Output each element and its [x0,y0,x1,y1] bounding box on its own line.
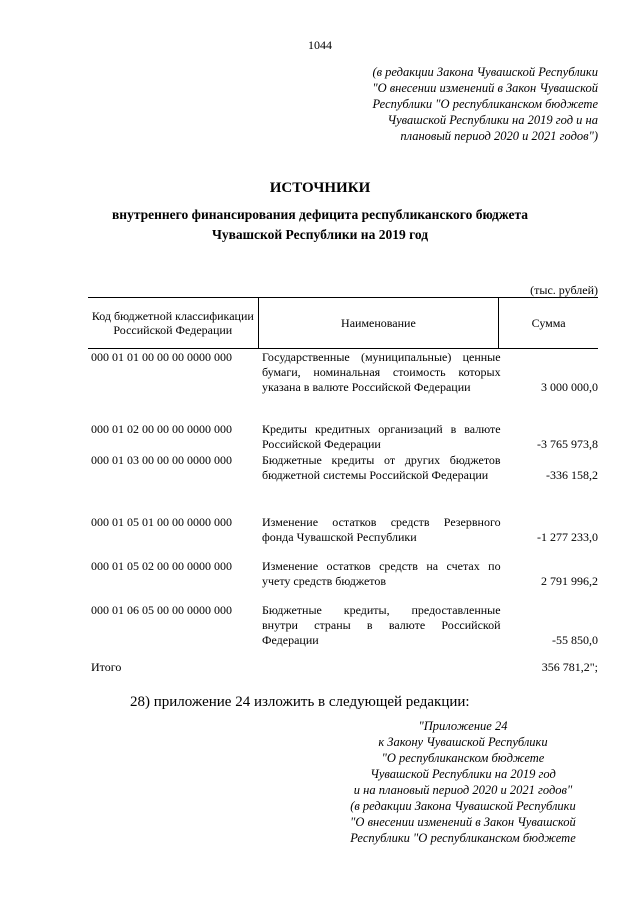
appendix-line: Чувашской Республики на 2019 год [370,767,556,781]
total-value: 356 781,2"; [541,660,598,674]
title-main: ИСТОЧНИКИ [269,180,371,196]
table-row [88,559,598,589]
edition-note-line: Республики "О республиканском бюджете [372,97,598,111]
title-sub-line: Чувашской Республики на 2019 год [211,227,429,242]
row-code: 000 01 05 01 00 00 0000 000 [91,515,232,529]
edition-note-line: "О внесении изменений в Закон Чувашской [372,81,598,95]
row-name: Бюджетные кредиты, предоставленные внутри страны в валюте Российской Федерации [261,603,501,647]
appendix-line: "Приложение 24 [418,719,508,733]
row-name: Изменение остатков средств на счетах по учету средств бюджетов [261,559,501,588]
edition-note-line: (в редакции Закона Чувашской Республики [372,65,598,79]
table-row [88,350,598,395]
page-number: 1044 [308,38,332,52]
row-code: 000 01 05 02 00 00 0000 000 [91,559,232,573]
row-sum: -1 277 233,0 [537,530,598,544]
table-row [88,603,598,648]
header-sum: Сумма [531,316,566,330]
row-code: 000 01 02 00 00 00 0000 000 [91,422,232,436]
units-label: (тыс. рублей) [530,283,598,297]
appendix-line: "О внесении изменений в Закон Чувашской [350,815,576,829]
edition-note-line: Чувашской Республики на 2019 год и на [387,113,598,127]
row-sum: -55 850,0 [552,633,598,647]
appendix-header [328,718,598,846]
row-sum: 3 000 000,0 [541,380,598,394]
edition-note-line: плановый период 2020 и 2021 годов") [400,129,598,143]
edition-note [328,64,598,144]
row-code: 000 01 06 05 00 00 0000 000 [91,603,232,617]
total-label: Итого [91,660,122,674]
row-code: 000 01 01 00 00 00 0000 000 [91,350,232,364]
appendix-line: Республики "О республиканском бюджете [350,831,576,845]
row-name: Бюджетные кредиты от других бюджетов бюджетной системы Российской Федерации [261,453,501,482]
appendix-line: "О республиканском бюджете [381,751,545,765]
table-row [88,453,598,483]
appendix-line: (в редакции Закона Чувашской Республики [350,799,576,813]
appendix-line: к Закону Чувашской Республики [378,735,548,749]
title-sub-line: внутреннего финансирования дефицита республиканского бюджета [112,207,528,222]
row-name: Изменение остатков средств Резервного фонда Чувашской Республики [261,515,501,544]
row-sum: -336 158,2 [546,468,598,482]
row-name: Кредиты кредитных организаций в валюте Российской Федерации [261,422,501,451]
header-name: Наименование [259,298,500,348]
row-code: 000 01 03 00 00 00 0000 000 [91,453,232,467]
row-sum: -3 765 973,8 [537,437,598,451]
appendix-line: и на плановый период 2020 и 2021 годов" [353,783,573,797]
table-row [88,515,598,545]
row-sum: 2 791 996,2 [541,574,598,588]
amendment-paragraph: 28) приложение 24 изложить в следующей редакции: [130,694,470,710]
header-code: Код бюджетной классификации Российской Федерации [88,298,259,348]
table-header [88,297,598,349]
row-name: Государственные (муниципальные) ценные бумаги, номинальная стоимость которых указана в валюте Российской Федерации [261,350,501,394]
document-title [0,180,640,245]
table-row [88,422,598,452]
